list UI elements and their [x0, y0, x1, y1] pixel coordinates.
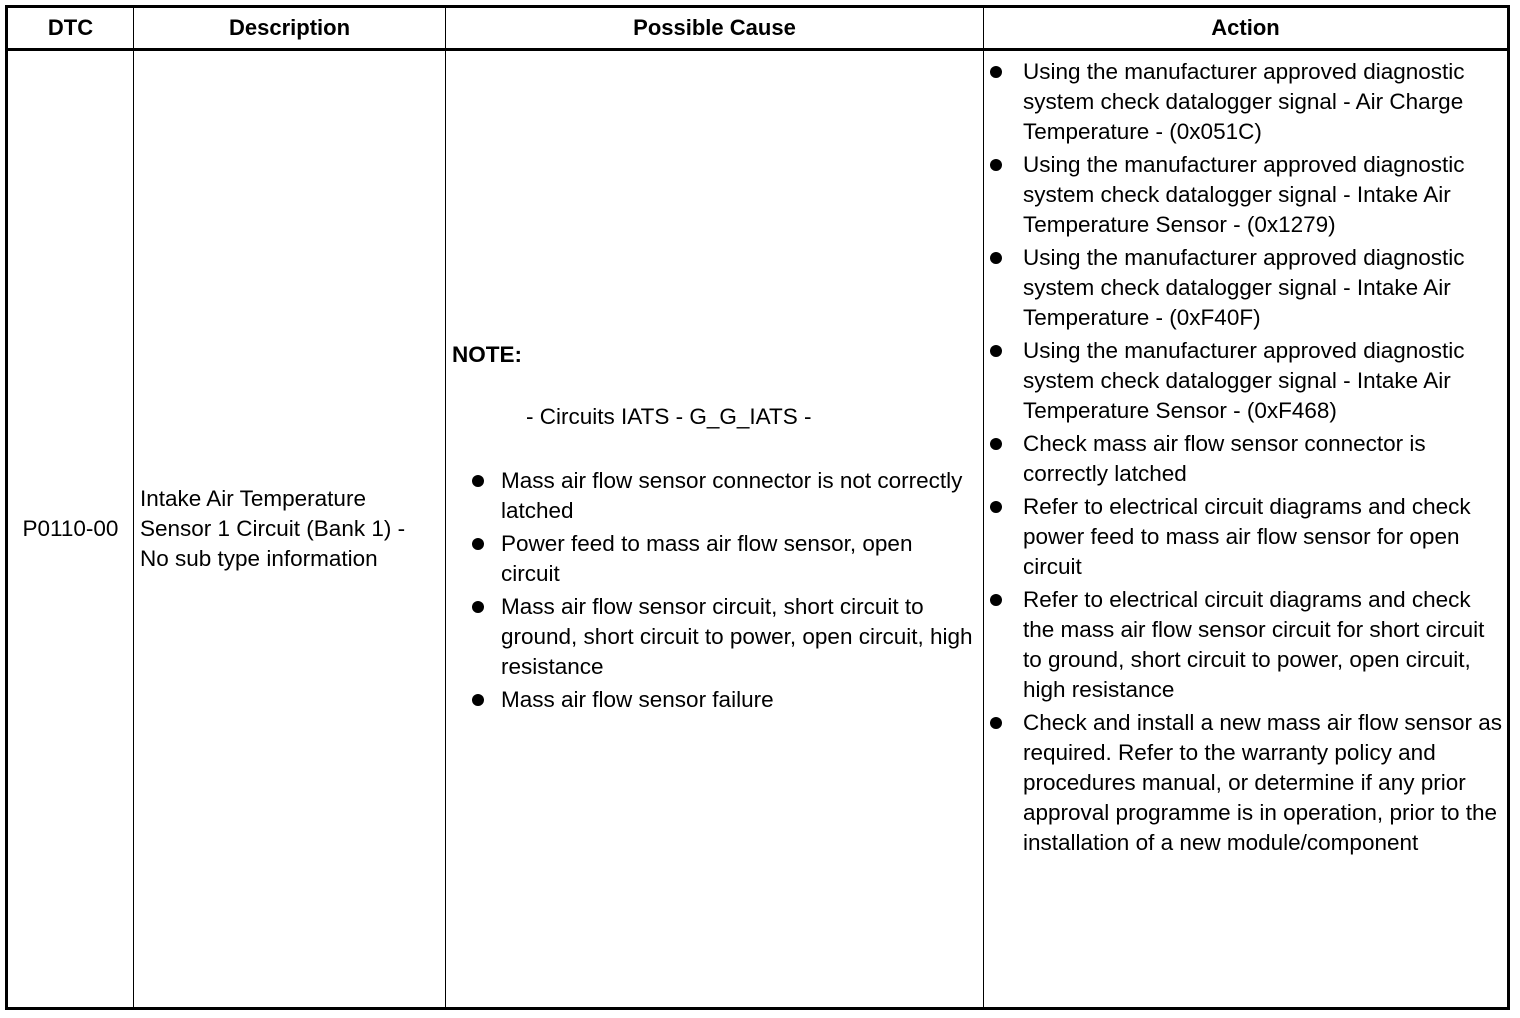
action-text: Using the manufacturer approved diagnostic system check datalogger signal - Intake Air Temperature Sensor - (0xF468)	[1023, 338, 1465, 423]
action-text: Check and install a new mass air flow sensor as required. Refer to the warranty policy and procedures manual, or determine if any prior approval programme is in operation, prior to the installation of a new module/component	[1023, 710, 1502, 855]
bullet-icon	[990, 594, 1002, 606]
bullet-icon	[990, 501, 1002, 513]
action-text: Using the manufacturer approved diagnostic system check datalogger signal - Intake Air Temperature - (0xF40F)	[1023, 245, 1465, 330]
action-item	[990, 492, 1503, 582]
bullet-icon	[472, 475, 484, 487]
action-text: Refer to electrical circuit diagrams and check power feed to mass air flow sensor for open circuit	[1023, 494, 1471, 579]
bullet-icon	[990, 438, 1002, 450]
action-item	[990, 150, 1503, 240]
action-text: Refer to electrical circuit diagrams and check the mass air flow sensor circuit for short circuit to ground, short circuit to power, open circuit, high resistance	[1023, 587, 1485, 702]
table-row	[7, 50, 1509, 1009]
header-dtc: DTC	[7, 7, 134, 50]
bullet-icon	[472, 538, 484, 550]
bullet-icon	[990, 159, 1002, 171]
cause-text: Power feed to mass air flow sensor, open circuit	[501, 531, 913, 586]
cause-text: Mass air flow sensor failure	[501, 687, 774, 712]
bullet-icon	[472, 694, 484, 706]
action-item	[990, 243, 1503, 333]
cause-text: Mass air flow sensor circuit, short circuit to ground, short circuit to power, open circuit, high resistance	[501, 594, 973, 679]
table-header-row	[7, 7, 1509, 50]
cause-item	[452, 466, 977, 526]
header-action: Action	[984, 7, 1509, 50]
bullet-icon	[990, 717, 1002, 729]
header-possible-cause: Possible Cause	[446, 7, 984, 50]
bullet-icon	[990, 252, 1002, 264]
cause-item	[452, 592, 977, 682]
dtc-table	[5, 5, 1510, 1010]
action-item	[990, 708, 1503, 858]
action-item	[990, 429, 1503, 489]
action-text: Check mass air flow sensor connector is correctly latched	[1023, 431, 1426, 486]
bullet-icon	[990, 345, 1002, 357]
action-text: Using the manufacturer approved diagnostic system check datalogger signal - Air Charge Temperature - (0x051C)	[1023, 59, 1465, 144]
cause-item	[452, 685, 977, 715]
note-label: NOTE:	[452, 342, 522, 367]
cause-item	[452, 529, 977, 589]
header-description: Description	[134, 7, 446, 50]
bullet-icon	[472, 601, 484, 613]
possible-cause-cell	[446, 50, 984, 1009]
action-cell	[984, 50, 1509, 1009]
action-text: Using the manufacturer approved diagnostic system check datalogger signal - Intake Air Temperature Sensor - (0x1279)	[1023, 152, 1465, 237]
action-item	[990, 57, 1503, 147]
note-circuits: - Circuits IATS - G_G_IATS -	[526, 404, 812, 429]
cause-text: Mass air flow sensor connector is not correctly latched	[501, 468, 963, 523]
action-item	[990, 585, 1503, 705]
bullet-icon	[990, 66, 1002, 78]
dtc-code: P0110-00	[7, 50, 134, 1009]
dtc-description: Intake Air Temperature Sensor 1 Circuit (Bank 1) - No sub type information	[134, 50, 446, 1009]
action-item	[990, 336, 1503, 426]
dtc-table-frame	[5, 5, 1507, 1010]
cause-list	[452, 466, 977, 715]
action-list	[990, 57, 1503, 858]
